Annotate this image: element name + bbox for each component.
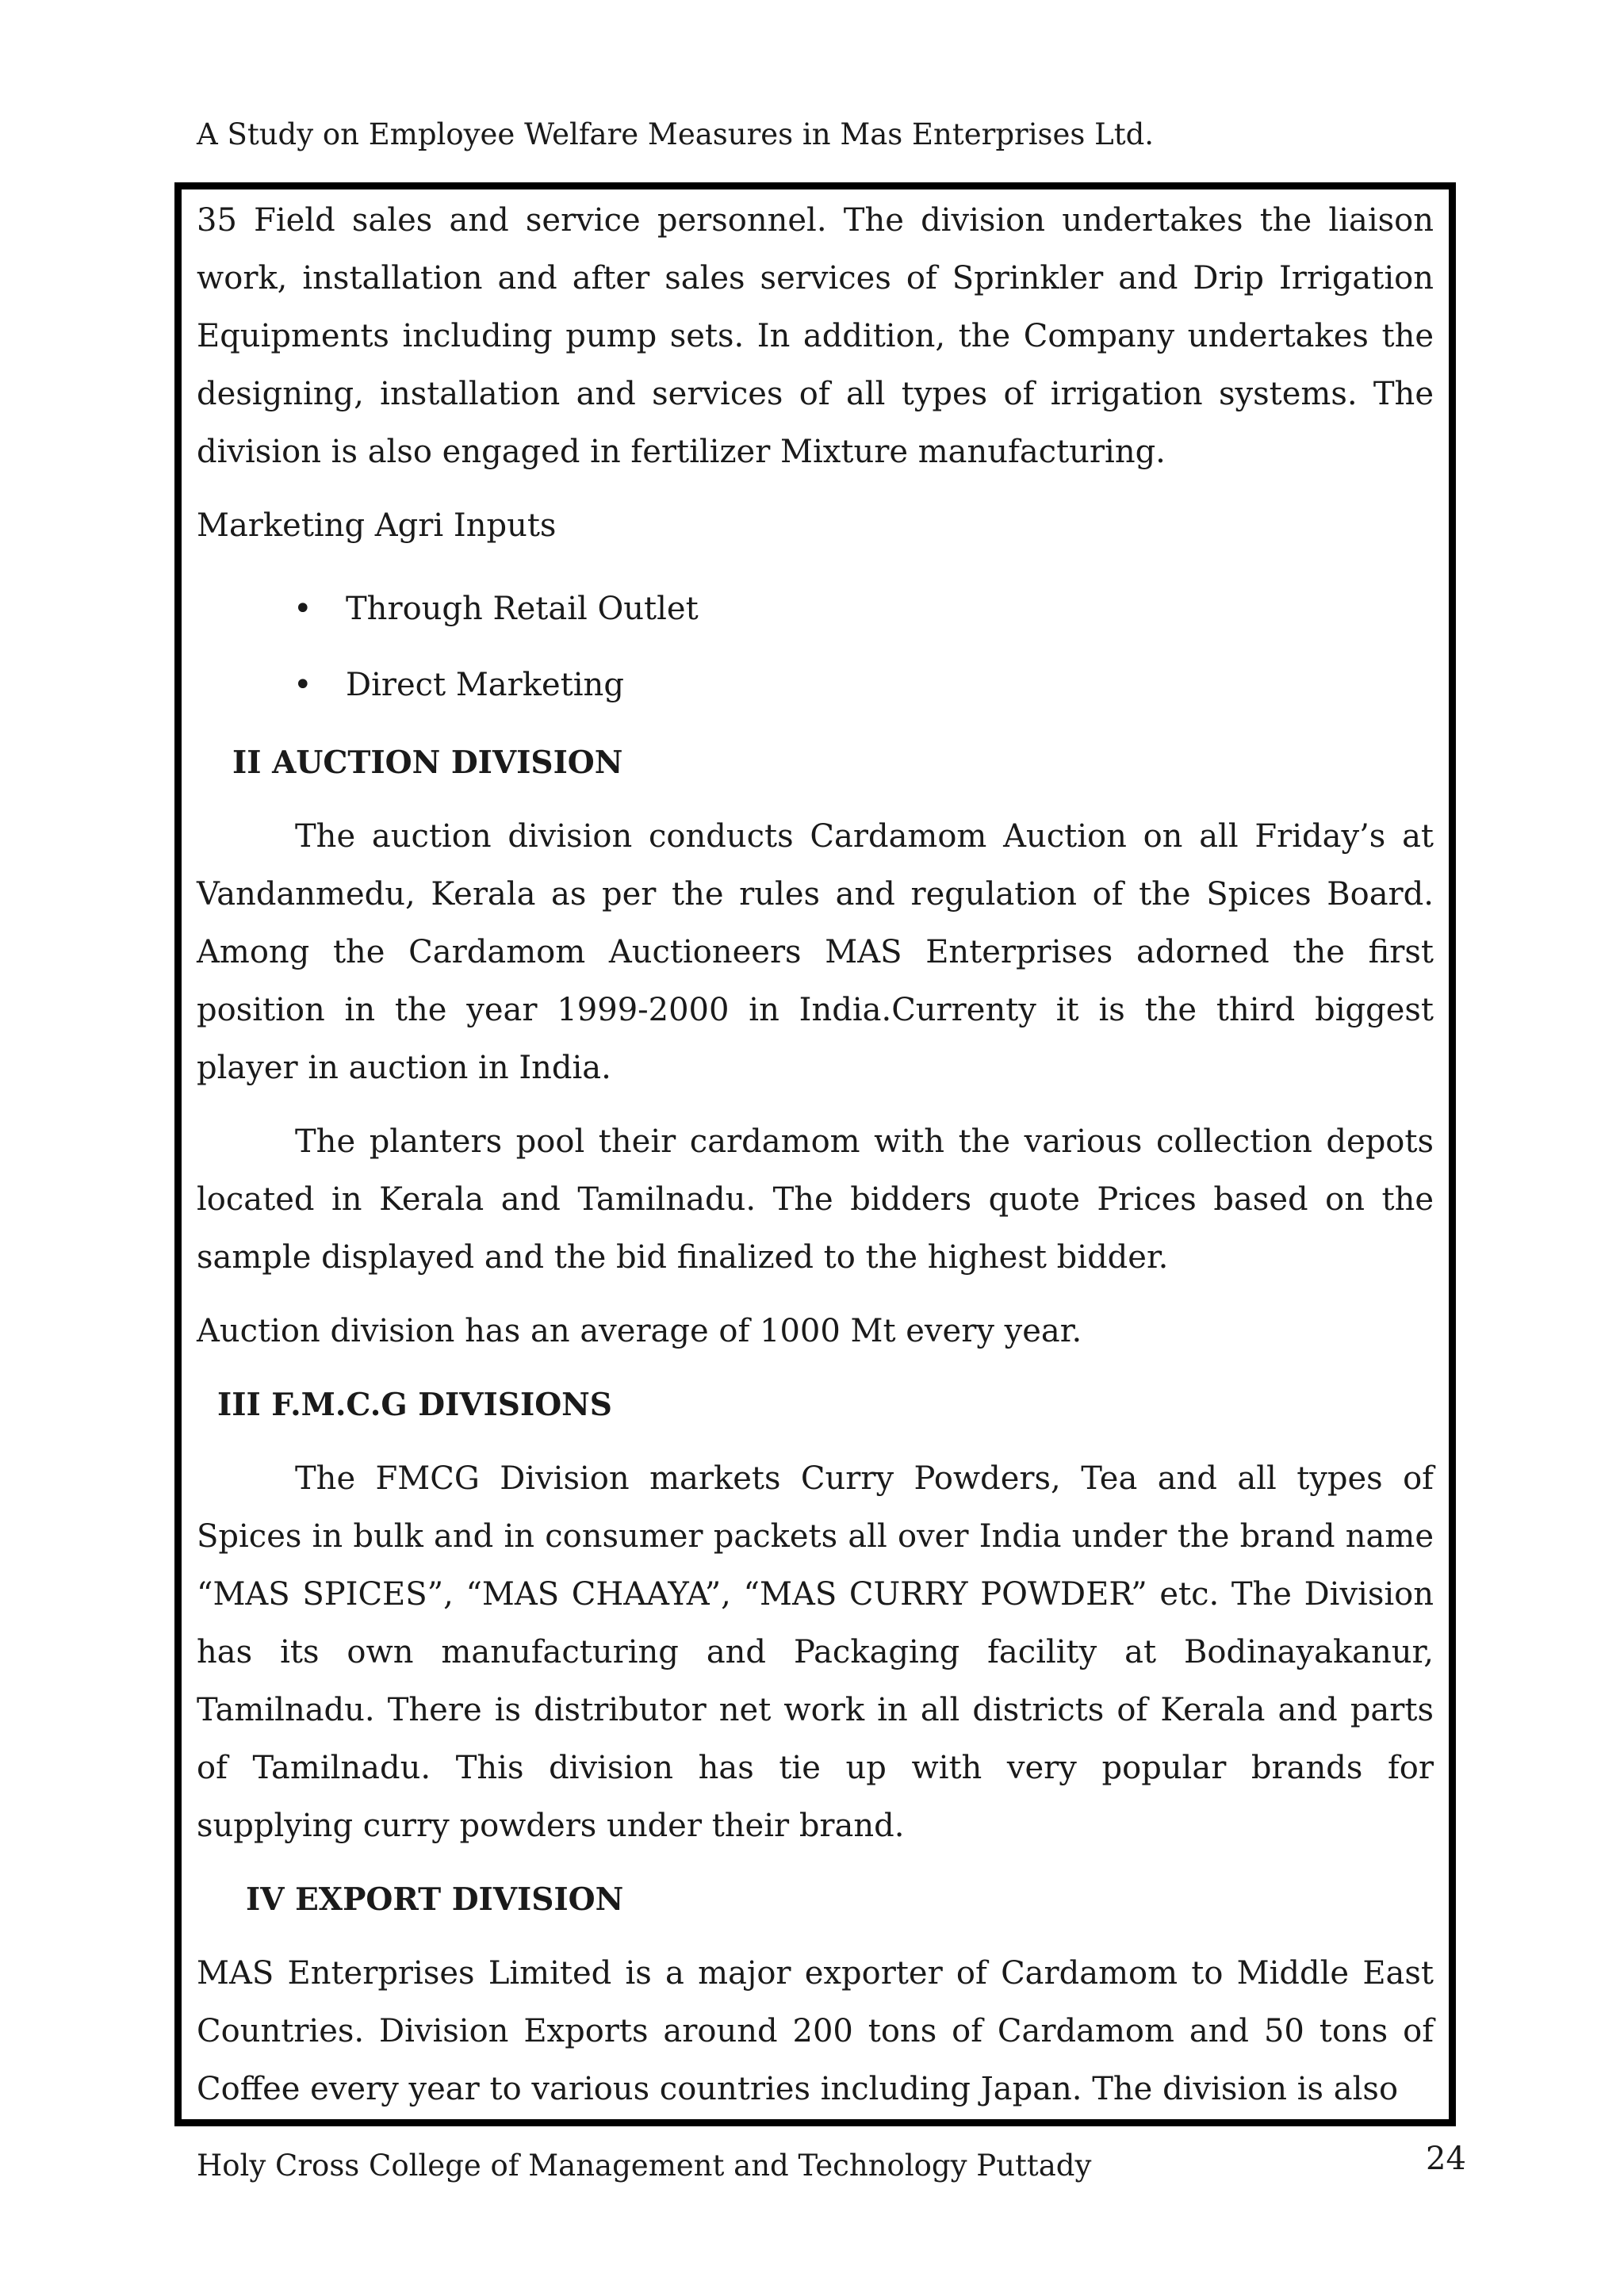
list-item <box>197 571 1434 647</box>
fmcg-heading: III F.M.C.G DIVISIONS <box>217 1387 612 1423</box>
list-item-label: Direct Marketing <box>346 667 624 703</box>
paragraph-irrigation: 35 Field sales and service personnel. The division undertakes the liaison work, installation and after sales services of Sprinkler and Drip Irrigation Equipments including pump sets. In addition, the Company undertakes the designing, installation and services of all types of irrigation systems. The division is also engaged in fertilizer Mixture manufacturing. <box>197 202 1434 470</box>
marketing-label: Marketing Agri Inputs <box>197 507 557 544</box>
footer-institution: Holy Cross College of Management and Technology Puttady <box>197 2149 1092 2183</box>
page-number: 24 <box>1426 2141 1466 2177</box>
bullet-icon: • <box>293 667 312 703</box>
paragraph-auction-3: Auction division has an average of 1000 Mt every year. <box>197 1313 1082 1349</box>
paragraph-auction-2: The planters pool their cardamom with the various collection depots located in Kerala and Tamilnadu. The bidders quote Prices based on the sample displayed and the bid finalized to the highest bidder. <box>197 1123 1434 1276</box>
bullet-icon: • <box>293 591 312 627</box>
page-content <box>197 192 1434 2118</box>
list-item-label: Through Retail Outlet <box>346 591 699 627</box>
running-header: A Study on Employee Welfare Measures in Mas Enterprises Ltd. <box>197 117 1155 151</box>
list-item <box>197 647 1434 723</box>
paragraph-export: MAS Enterprises Limited is a major exporter of Cardamom to Middle East Countries. Division Exports around 200 tons of Cardamom and 50 tons of Coffee every year to various countries including Japan. The division is also <box>197 1955 1434 2107</box>
export-heading: IV EXPORT DIVISION <box>246 1881 624 1918</box>
auction-heading: II AUCTION DIVISION <box>232 744 623 781</box>
paragraph-auction-1: The auction division conducts Cardamom Auction on all Friday’s at Vandanmedu, Kerala as per the rules and regulation of the Spices Board. Among the Cardamom Auctioneers MAS Enterprises adorned the first position in the year 1999-2000 in India.Currenty it is the third biggest player in auction in India. <box>197 818 1434 1086</box>
marketing-list <box>197 571 1434 723</box>
paragraph-fmcg: The FMCG Division markets Curry Powders, Tea and all types of Spices in bulk and in consumer packets all over India under the brand name “MAS SPICES”, “MAS CHAAYA”, “MAS CURRY POWDER” etc. The Division has its own manufacturing and Packaging facility at Bodinayakanur, Tamilnadu. There is distributor net work in all districts of Kerala and parts of Tamilnadu. This division has tie up with very popular brands for supplying curry powders under their brand. <box>197 1460 1434 1844</box>
